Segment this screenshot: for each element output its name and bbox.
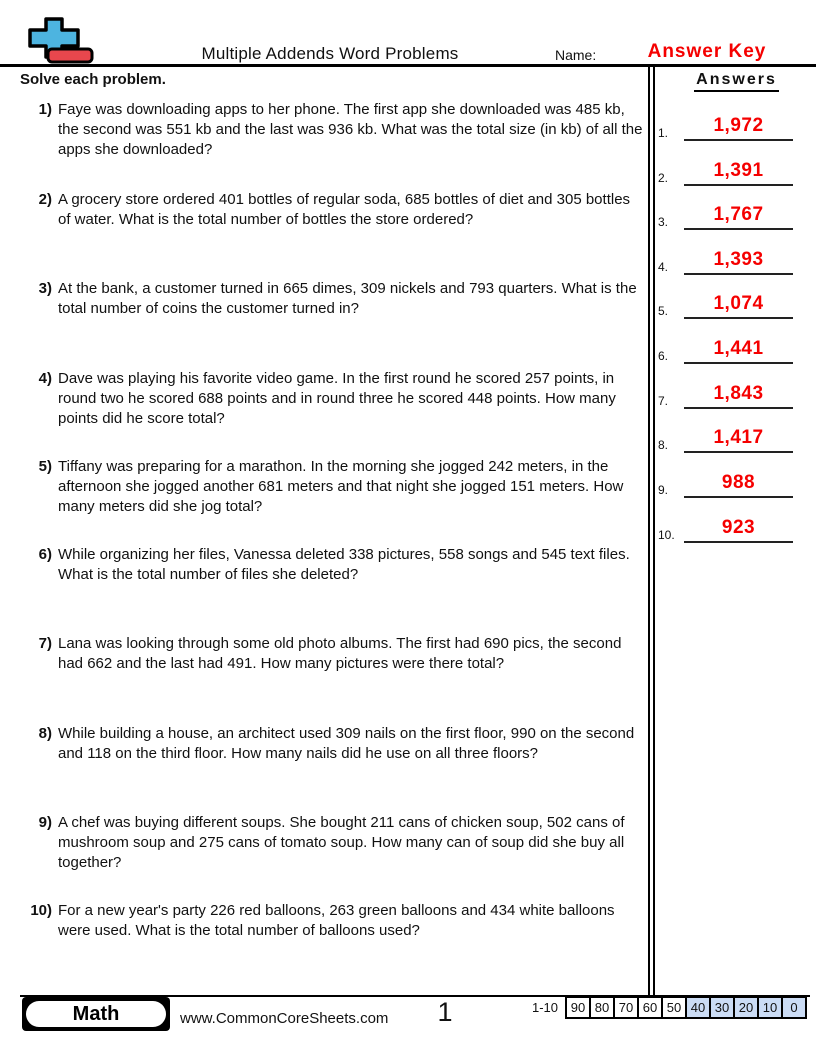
problem-item bbox=[20, 100, 645, 160]
answer-key-text: Answer Key bbox=[647, 41, 767, 62]
score-cell: 30 bbox=[709, 996, 735, 1019]
problem-item bbox=[20, 545, 645, 585]
answer-row bbox=[657, 291, 816, 319]
plus-minus-icon bbox=[24, 16, 96, 64]
problem-text: A chef was buying different soups. She bought 211 cans of chicken soup, 502 cans of mushroom soup and 275 cans of tomato soup. How many can of soup did she buy all together? bbox=[58, 814, 625, 871]
answer-value: 1,417 bbox=[684, 427, 793, 453]
problem-item bbox=[20, 457, 645, 517]
problem-item bbox=[20, 279, 645, 319]
math-badge bbox=[22, 997, 170, 1031]
problem-text: Lana was looking through some old photo albums. The first had 690 pics, the second had 662 and the last had 491. How many pictures were there total? bbox=[58, 635, 622, 672]
problem-item bbox=[20, 190, 645, 230]
problem-number: 6) bbox=[38, 546, 52, 563]
problem-item bbox=[20, 813, 645, 873]
answer-value: 1,972 bbox=[684, 115, 793, 141]
score-table bbox=[565, 996, 807, 1019]
worksheet-title: Multiple Addends Word Problems bbox=[201, 44, 459, 63]
problem-item bbox=[20, 634, 645, 674]
score-cell: 0 bbox=[781, 996, 807, 1019]
answer-number: 10. bbox=[658, 528, 675, 542]
score-range-label: 1-10 bbox=[531, 1000, 558, 1015]
problem-text: Dave was playing his favorite video game. In the first round he scored 257 points, in round two he scored 688 points and in round three he scored 448 points. How many points did he score total? bbox=[58, 370, 616, 427]
answer-number: 9. bbox=[658, 483, 669, 497]
score-cell: 10 bbox=[757, 996, 783, 1019]
answer-value: 1,441 bbox=[684, 338, 793, 364]
problem-number: 5) bbox=[38, 458, 52, 475]
answer-row bbox=[657, 381, 816, 409]
answer-number: 2. bbox=[658, 171, 669, 185]
header-rule bbox=[0, 64, 816, 67]
answer-number: 1. bbox=[658, 126, 669, 140]
problem-text: A grocery store ordered 401 bottles of regular soda, 685 bottles of diet and 305 bottles of water. What is the total number of bottles the store ordered? bbox=[58, 191, 631, 228]
score-cell: 50 bbox=[661, 996, 687, 1019]
problem-text: Faye was downloading apps to her phone. The first app she downloaded was 485 kb, the second was 551 kb and the last was 936 kb. What was the total size (in kb) of all the apps she downloaded? bbox=[58, 101, 643, 158]
answers-title: Answers bbox=[694, 71, 779, 92]
problem-text: For a new year's party 226 red balloons, 263 green balloons and 434 white balloons were used. What is the total number of balloons used? bbox=[58, 902, 615, 939]
problem-number: 8) bbox=[38, 725, 52, 742]
page-number: 1 bbox=[437, 997, 453, 1027]
problem-number: 3) bbox=[38, 280, 52, 297]
answer-row bbox=[657, 202, 816, 230]
answer-row bbox=[657, 247, 816, 275]
problem-item bbox=[20, 724, 645, 764]
answer-number: 4. bbox=[658, 260, 669, 274]
problem-number: 2) bbox=[38, 191, 52, 208]
score-cell: 40 bbox=[685, 996, 711, 1019]
answer-row bbox=[657, 113, 816, 141]
score-cell: 90 bbox=[565, 996, 591, 1019]
answer-row bbox=[657, 425, 816, 453]
website-text: www.CommonCoreSheets.com bbox=[180, 1010, 389, 1027]
answers-divider bbox=[648, 66, 655, 995]
problem-text: While building a house, an architect used 309 nails on the first floor, 990 on the second and 118 on the third floor. How many nails did he use on all three floors? bbox=[58, 725, 635, 762]
instructions-text: Solve each problem. bbox=[20, 71, 166, 88]
answer-number: 6. bbox=[658, 349, 669, 363]
answer-value: 988 bbox=[684, 472, 793, 498]
score-cell: 80 bbox=[589, 996, 615, 1019]
answer-row bbox=[657, 158, 816, 186]
problem-item bbox=[20, 369, 645, 429]
answer-value: 1,074 bbox=[684, 293, 793, 319]
subject-label: Math bbox=[26, 1001, 166, 1027]
answer-row bbox=[657, 515, 816, 543]
score-cell: 70 bbox=[613, 996, 639, 1019]
problem-text: Tiffany was preparing for a marathon. In the morning she jogged 242 meters, in the afternoon she jogged another 681 meters and that night she jogged 151 meters. How many meters did she jog total? bbox=[58, 458, 624, 515]
name-label: Name: bbox=[555, 47, 597, 63]
answer-value: 1,843 bbox=[684, 383, 793, 409]
score-cell: 20 bbox=[733, 996, 759, 1019]
answer-number: 8. bbox=[658, 438, 669, 452]
answer-row bbox=[657, 336, 816, 364]
answer-value: 923 bbox=[684, 517, 793, 543]
answer-number: 5. bbox=[658, 304, 669, 318]
problem-text: At the bank, a customer turned in 665 dimes, 309 nickels and 793 quarters. What is the total number of coins the customer turned in? bbox=[58, 280, 637, 317]
answer-value: 1,767 bbox=[684, 204, 793, 230]
problem-item bbox=[20, 901, 645, 941]
problem-text: While organizing her files, Vanessa deleted 338 pictures, 558 songs and 545 text files. What is the total number of files she deleted? bbox=[58, 546, 630, 583]
problem-number: 4) bbox=[38, 370, 52, 387]
answer-value: 1,393 bbox=[684, 249, 793, 275]
answer-value: 1,391 bbox=[684, 160, 793, 186]
score-cell: 60 bbox=[637, 996, 663, 1019]
problem-number: 7) bbox=[38, 635, 52, 652]
problem-number: 1) bbox=[38, 101, 52, 118]
problem-number: 10) bbox=[30, 902, 52, 919]
problem-number: 9) bbox=[38, 814, 52, 831]
answer-number: 7. bbox=[658, 394, 669, 408]
answer-number: 3. bbox=[658, 215, 669, 229]
answer-row bbox=[657, 470, 816, 498]
